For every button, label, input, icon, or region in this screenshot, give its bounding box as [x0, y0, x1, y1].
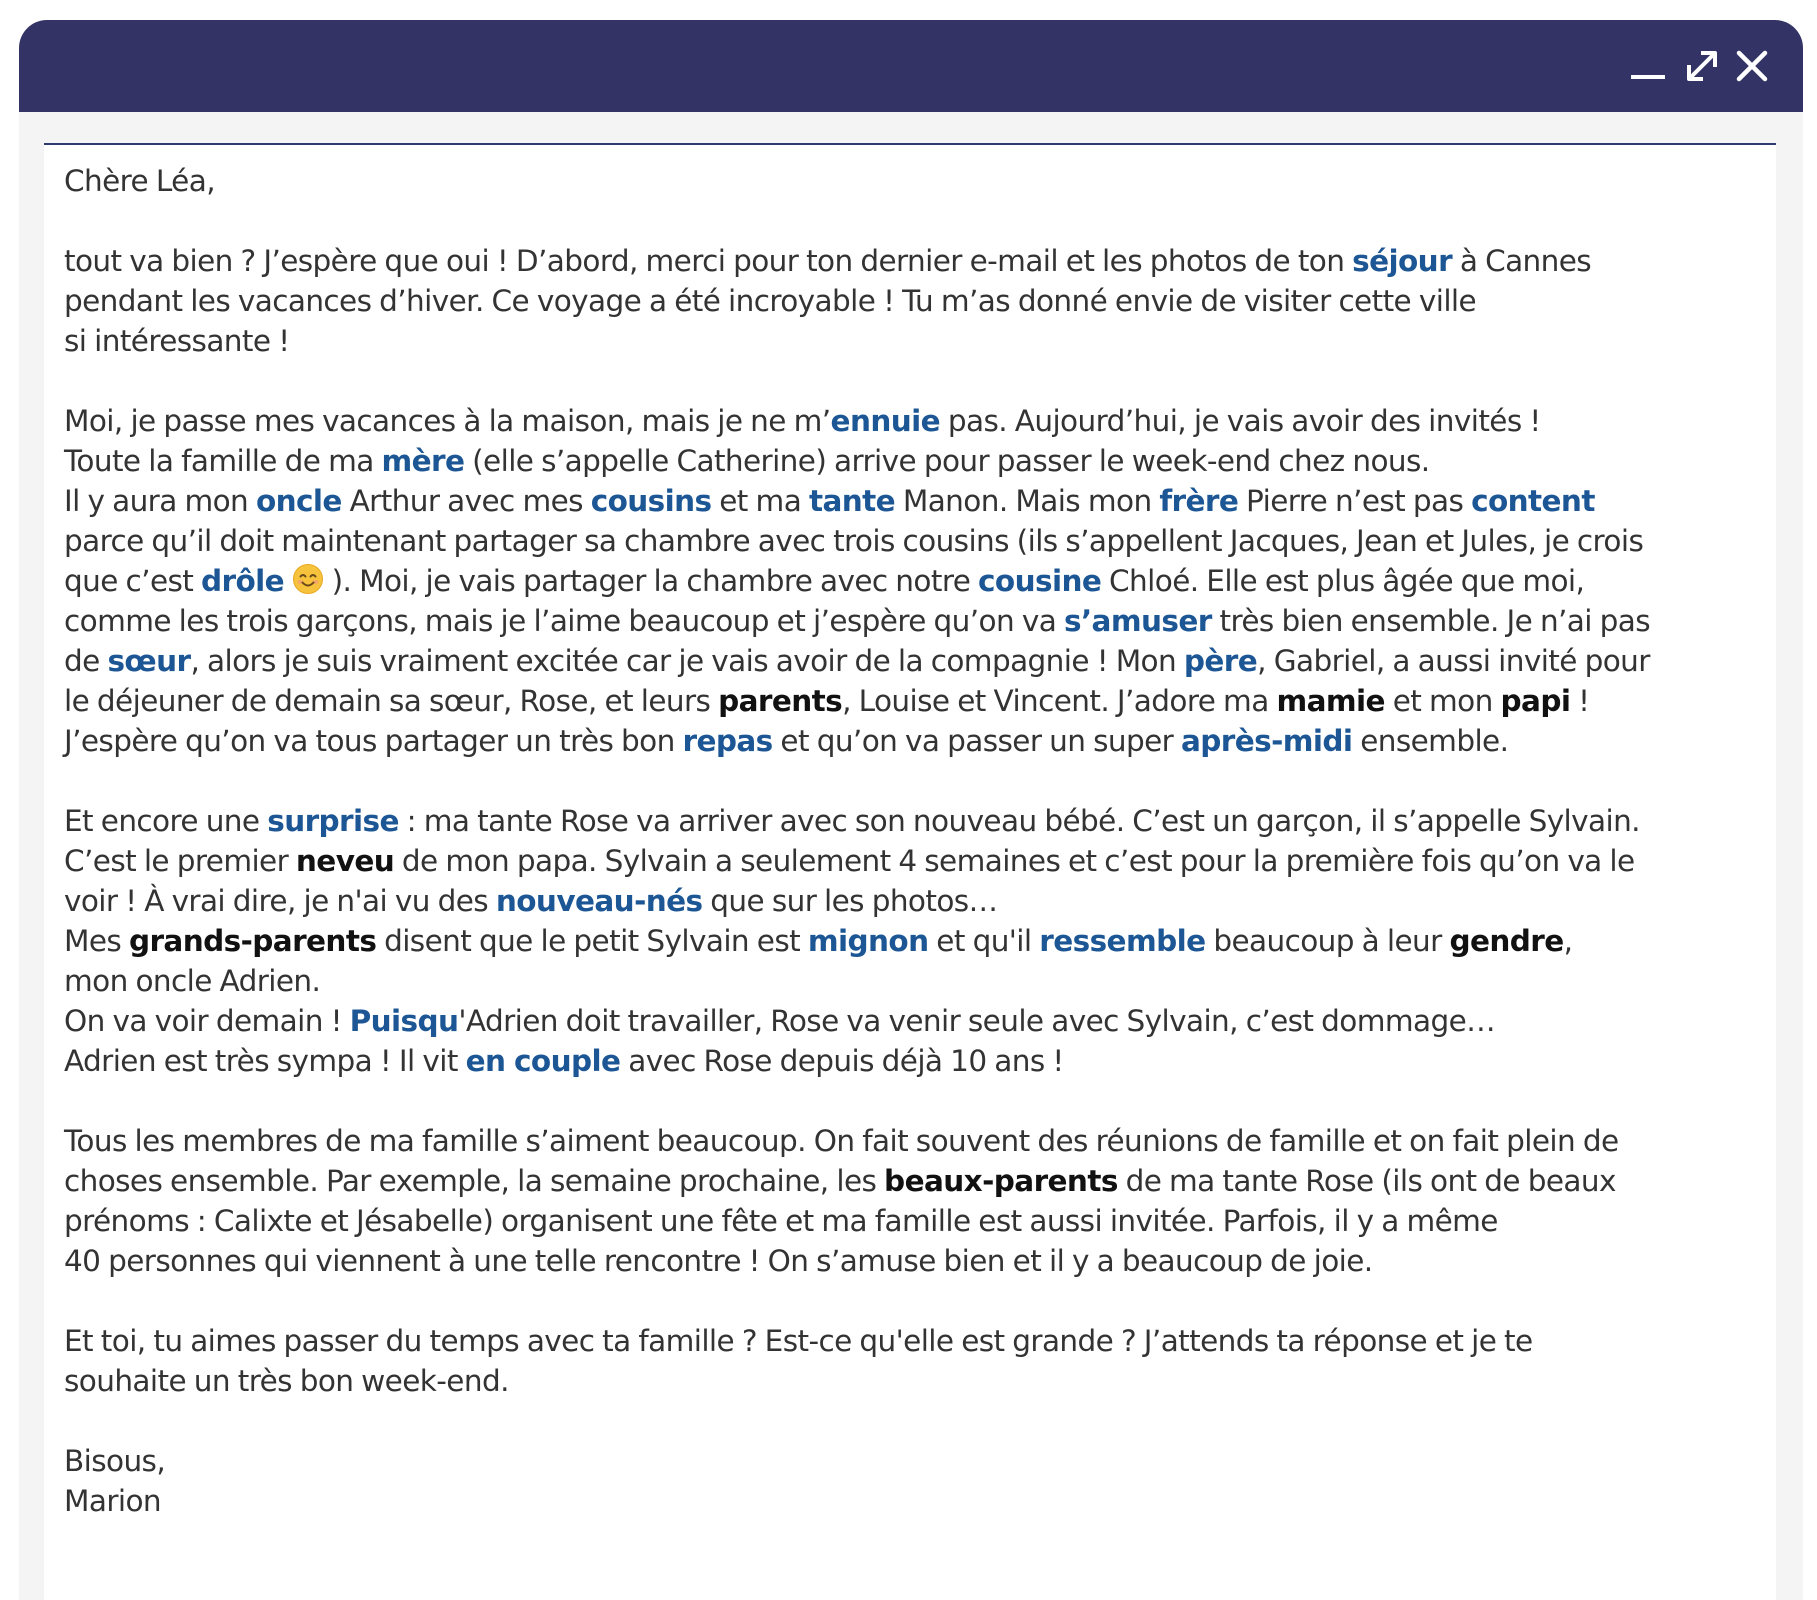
- minimize-icon[interactable]: [1629, 46, 1669, 86]
- keyword-samuser[interactable]: s’amuser: [1063, 604, 1212, 638]
- bold-word-neveu: neveu: [295, 844, 395, 878]
- keyword-ennuie[interactable]: ennuie: [830, 404, 941, 438]
- keyword-sejour[interactable]: séjour: [1352, 244, 1453, 278]
- keyword-nouveau-nes[interactable]: nouveau-nés: [495, 884, 703, 918]
- keyword-ressemble[interactable]: ressemble: [1039, 924, 1206, 958]
- greeting: Chère Léa,: [64, 164, 215, 198]
- letter-body: [64, 161, 1764, 1521]
- keyword-mignon[interactable]: mignon: [807, 924, 929, 958]
- keyword-surprise[interactable]: surprise: [267, 804, 399, 838]
- smiling-face-icon: [292, 563, 324, 595]
- paragraph-5: Et toi, tu aimes passer du temps avec ta famille ? Est-ce qu'elle est grande ? J’attends ta réponse et je te souhaite un très bon week-end.: [64, 1324, 1533, 1398]
- letter-content-panel: [44, 143, 1776, 1600]
- bold-word-papi: papi: [1500, 684, 1571, 718]
- keyword-apres-midi[interactable]: après-midi: [1180, 724, 1353, 758]
- bold-word-gendre: gendre: [1449, 924, 1564, 958]
- signoff: [64, 1441, 1764, 1521]
- keyword-pere[interactable]: père: [1183, 644, 1258, 678]
- keyword-repas[interactable]: repas: [682, 724, 773, 758]
- keyword-oncle[interactable]: oncle: [255, 484, 342, 518]
- close-icon[interactable]: [1732, 46, 1772, 86]
- keyword-mere[interactable]: mère: [381, 444, 465, 478]
- keyword-cousine[interactable]: cousine: [978, 564, 1102, 598]
- keyword-soeur[interactable]: sœur: [107, 644, 191, 678]
- closing: Bisous,: [64, 1444, 166, 1478]
- window-titlebar: [19, 20, 1803, 112]
- signature: Marion: [64, 1484, 161, 1518]
- paragraph-2: Moi, je passe mes vacances à la maison, mais je ne m’ennuie pas. Aujourd’hui, je vais avoir des invités ! Toute la famille de ma mère (elle s’appelle Catherine) arrive pour passer le week-end chez nous. Il y aura mon oncle Arthur avec mes cousins et ma tante Manon. Mais mon frère Pierre n’est pas content parce qu’il doit maintenant partager sa chambre avec trois cousins (ils s’appellent Jacques, Jean et Jules, je crois que c’est drôle ). Moi, je vais partager la chambre avec notre cousine Chloé. Elle est plus âgée que moi, comme les trois garçons, mais je l’aime beaucoup et j’espère qu’on va s’amuser très bien ensemble. Je n’ai pas de sœur, alors je suis vraiment excitée car je vais avoir de la compagnie ! Mon père, Gabriel, a aussi invité pour le déjeuner de demain sa sœur, Rose, et leurs parents, Louise et Vincent. J’adore ma mamie et mon papi ! J’espère qu’on va tous partager un très bon repas et qu’on va passer un super après-midi ensemble.: [64, 404, 1651, 758]
- keyword-en-couple[interactable]: en couple: [465, 1044, 621, 1078]
- keyword-puisqu[interactable]: Puisqu: [349, 1004, 459, 1038]
- keyword-frere[interactable]: frère: [1159, 484, 1239, 518]
- letter-window: [19, 20, 1803, 1600]
- bold-word-grands-parents: grands-parents: [128, 924, 377, 958]
- maximize-icon[interactable]: [1682, 46, 1722, 86]
- keyword-drole[interactable]: drôle: [201, 564, 285, 598]
- keyword-cousins[interactable]: cousins: [590, 484, 712, 518]
- keyword-tante[interactable]: tante: [808, 484, 896, 518]
- bold-word-beaux-parents: beaux-parents: [884, 1164, 1118, 1198]
- paragraph-3: Et encore une surprise : ma tante Rose va arriver avec son nouveau bébé. C’est un garçon, il s’appelle Sylvain. C’est le premier neveu de mon papa. Sylvain a seulement 4 semaines et c’est pour la première fois qu’on va le voir ! À vrai dire, je n'ai vu des nouveau-nés que sur les photos… Mes grands-parents disent que le petit Sylvain est mignon et qu'il ressemble beaucoup à leur gendre, mon oncle Adrien. On va voir demain ! Puisqu'Adrien doit travailler, Rose va venir seule avec Sylvain, c’est dommage… Adrien est très sympa ! Il vit en couple avec Rose depuis déjà 10 ans !: [64, 804, 1640, 1078]
- bold-word-mamie: mamie: [1276, 684, 1385, 718]
- paragraph-1: tout va bien ? J’espère que oui ! D’abord, merci pour ton dernier e-mail et les photos de ton séjour à Cannes pendant les vacances d’hiver. Ce voyage a été incroyable ! Tu m’as donné envie de visiter cette ville si intéressante !: [64, 244, 1592, 358]
- bold-word-parents: parents: [718, 684, 843, 718]
- paragraph-4: Tous les membres de ma famille s’aiment beaucoup. On fait souvent des réunions de famille et on fait plein de choses ensemble. Par exemple, la semaine prochaine, les beaux-parents de ma tante Rose (ils ont de beaux prénoms : Calixte et Jésabelle) organisent une fête et ma famille est aussi invitée. Parfois, il y a même 40 personnes qui viennent à une telle rencontre ! On s’amuse bien et il y a beaucoup de joie.: [64, 1124, 1619, 1278]
- keyword-content[interactable]: content: [1471, 484, 1595, 518]
